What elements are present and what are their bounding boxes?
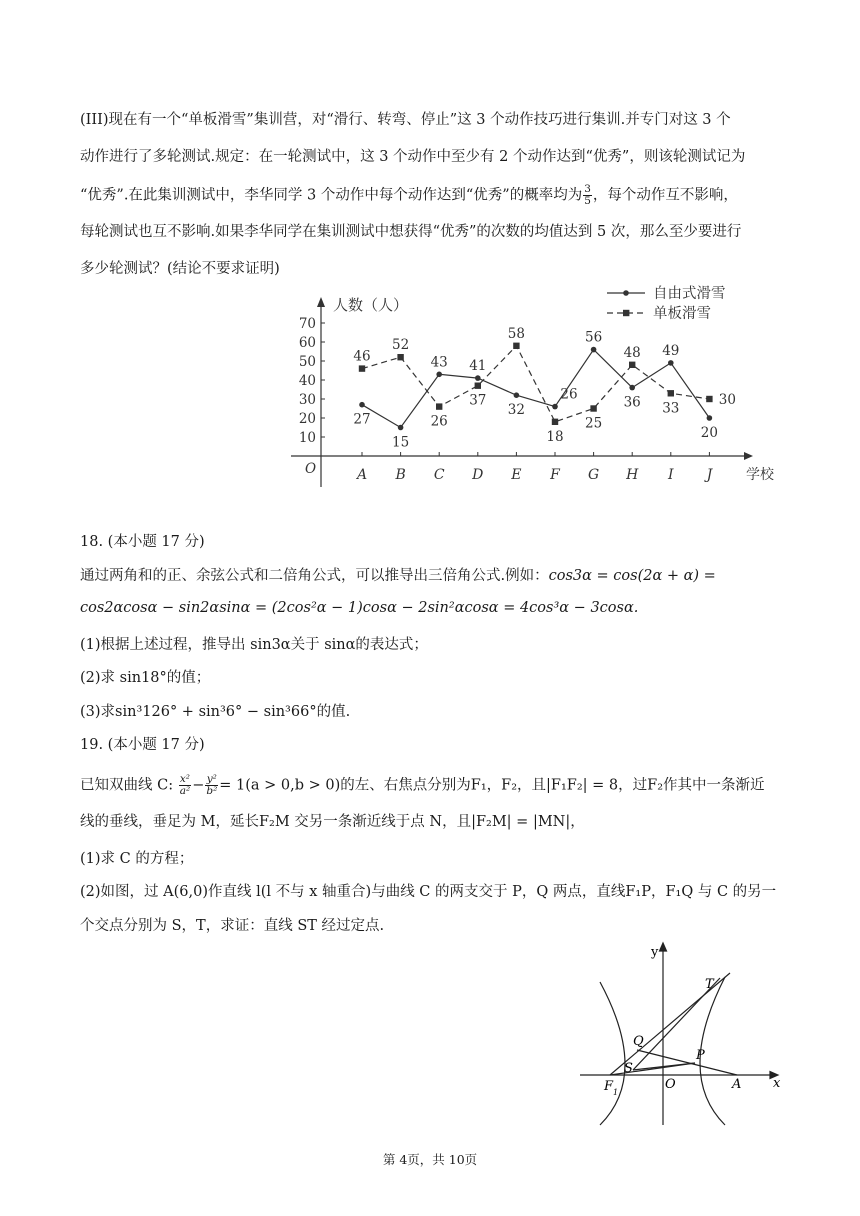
p18-q3: (3)求sin³126° + sin³6° − sin³66°的值. xyxy=(80,704,351,720)
snowboard-data-label: 58 xyxy=(507,325,525,342)
p17-line-1: (III)现在有一个“单板滑雪”集训营，对“滑行、转弯、停止”这 3 个动作技巧进行集训.并专门对这 3 个 xyxy=(80,112,731,128)
p19-intro-a: 已知双曲线 C: xyxy=(80,777,174,794)
snowboard-point xyxy=(475,383,481,389)
p18-formula-2: cos2αcosα − sin2αsinα = (2cos²α − 1)cosα − 2sin²αcosα = 4cos³α − 3cosα. xyxy=(80,600,639,616)
freestyle-data-label: 36 xyxy=(623,394,641,411)
x-tick-label: E xyxy=(511,467,522,483)
y-tick-label: 10 xyxy=(298,430,316,446)
label-F1-letter: F xyxy=(604,1079,614,1094)
x-tick-label: F xyxy=(550,467,560,483)
snowboard-point xyxy=(552,419,558,425)
snowboard-point xyxy=(629,362,635,368)
snowboard-point xyxy=(668,390,674,396)
x-tick-label: C xyxy=(433,467,445,483)
snowboard-data-label: 25 xyxy=(585,415,603,432)
snowboard-data-label: 37 xyxy=(469,392,487,409)
snowboard-point xyxy=(513,343,519,349)
snowboard-data-label: 30 xyxy=(718,392,736,408)
x-axis-arrow xyxy=(744,452,753,460)
line-Q-A xyxy=(637,1050,737,1075)
fraction-denominator: 5 xyxy=(584,195,591,207)
y2-text: y² xyxy=(206,773,217,785)
x-tick-label: A xyxy=(356,467,368,483)
freestyle-point xyxy=(514,392,520,398)
snowboard-point xyxy=(359,365,365,371)
x-tick-label: D xyxy=(472,467,484,483)
freestyle-point xyxy=(359,402,365,408)
x-tick-label: I xyxy=(668,467,674,483)
p18-header: 18. (本小题 17 分) xyxy=(80,534,205,550)
y-tick-label: 40 xyxy=(298,373,316,389)
x-tick-label: H xyxy=(626,467,639,483)
ski-line-chart xyxy=(285,282,785,492)
p19-line-2: 线的垂线，垂足为 M，延长F₂M 交另一条渐近线于点 N，且|F₂M| = |MN|， xyxy=(80,814,585,830)
freestyle-point xyxy=(552,404,558,410)
p17-line-3a: “优秀”.在此集训测试中，李华同学 3 个动作中每个动作达到“优秀”的概率均为 xyxy=(80,187,583,204)
p19-q2-line-1: (2)如图，过 A(6,0)作直线 l(l 不与 x 轴重合)与曲线 C 的两支交于 P，Q 两点，直线F₁P，F₁Q 与 C 的另一 xyxy=(80,884,777,900)
series-line-freestyle xyxy=(362,350,709,428)
label-A: A xyxy=(732,1077,742,1092)
freestyle-point xyxy=(475,375,481,381)
p17-line-3b: ，每个动作互不影响， xyxy=(592,187,738,204)
b2-text: b² xyxy=(206,785,218,797)
y-tick-label: 30 xyxy=(298,392,316,408)
freestyle-data-label: 49 xyxy=(662,342,680,359)
minus-sign: − xyxy=(192,777,205,794)
freestyle-point xyxy=(591,347,597,353)
p18-intro xyxy=(80,566,716,586)
snowboard-point xyxy=(436,403,442,409)
y2-over-b2 xyxy=(205,774,218,797)
p17-line-5: 多少轮测试？(结论不要求证明) xyxy=(80,261,280,277)
label-F1 xyxy=(603,1079,618,1097)
label-Q: Q xyxy=(633,1034,644,1049)
freestyle-point xyxy=(668,360,674,366)
label-x: x xyxy=(773,1076,781,1091)
p17-line-3 xyxy=(80,184,738,207)
snowboard-data-label: 18 xyxy=(546,428,564,445)
hyperbola-figure xyxy=(575,940,790,1130)
freestyle-data-label: 15 xyxy=(392,434,410,451)
legend-snowboard-marker xyxy=(623,310,629,316)
fraction-numerator: 3 xyxy=(584,183,591,195)
legend-freestyle-label: 自由式滑雪 xyxy=(653,286,726,302)
label-S: S xyxy=(624,1061,633,1076)
x-axis-label: 学校 xyxy=(746,467,774,483)
freestyle-point xyxy=(436,372,442,378)
freestyle-data-label: 41 xyxy=(469,358,487,375)
a2-text: a² xyxy=(179,785,191,797)
label-O: O xyxy=(665,1077,676,1092)
p19-q2-line-2: 个交点分别为 S，T，求证：直线 ST 经过定点. xyxy=(80,918,385,934)
y-axis-label: 人数（人） xyxy=(333,296,409,314)
y-axis-arrow xyxy=(660,943,667,951)
y-axis-arrow xyxy=(317,297,325,307)
x-tick-label: B xyxy=(395,467,406,483)
freestyle-data-label: 43 xyxy=(430,354,448,371)
y-tick-label: 20 xyxy=(298,411,316,427)
page-footer: 第 4页，共 10页 xyxy=(382,1152,478,1167)
snowboard-data-label: 52 xyxy=(392,337,410,354)
snowboard-point xyxy=(590,405,596,411)
y-tick-label: 70 xyxy=(298,316,316,332)
freestyle-data-label: 32 xyxy=(507,402,525,419)
freestyle-data-label: 20 xyxy=(700,425,718,441)
freestyle-data-label: 26 xyxy=(560,386,578,403)
freestyle-data-label: 27 xyxy=(353,411,371,428)
y-tick-label: 50 xyxy=(298,354,316,370)
y-tick-label: 60 xyxy=(298,335,316,351)
snowboard-point xyxy=(397,354,403,360)
x2-text: x² xyxy=(179,773,191,785)
x-tick-label: G xyxy=(588,467,600,483)
snowboard-data-label: 48 xyxy=(623,344,641,361)
legend-freestyle-marker xyxy=(623,290,629,296)
p17-line-4: 每轮测试也互不影响.如果李华同学在集训测试中想获得“优秀”的次数的均值达到 5 次，那么至少要进行 xyxy=(80,224,742,240)
freestyle-point xyxy=(707,415,713,421)
label-T: T xyxy=(705,977,714,992)
p19-header: 19. (本小题 17 分) xyxy=(80,737,205,753)
x2-over-a2 xyxy=(179,774,191,797)
label-F1-subscript: 1 xyxy=(613,1088,619,1097)
freestyle-data-label: 56 xyxy=(585,329,603,346)
p18-q2: (2)求 sin18°的值； xyxy=(80,670,211,686)
series-line-snowboard xyxy=(362,346,709,422)
origin-label: O xyxy=(305,461,317,477)
snowboard-data-label: 26 xyxy=(430,413,448,430)
p19-q1: (1)求 C 的方程； xyxy=(80,851,194,867)
freestyle-point xyxy=(629,385,635,391)
freestyle-point xyxy=(398,425,404,431)
line-S-P xyxy=(633,1063,695,1070)
snowboard-data-label: 46 xyxy=(353,348,371,365)
snowboard-data-label: 33 xyxy=(662,400,680,417)
hyperbola-left-branch xyxy=(600,982,625,1125)
probability-fraction xyxy=(583,184,592,207)
snowboard-point xyxy=(706,396,712,402)
label-y: y xyxy=(651,945,659,960)
legend-snowboard-label: 单板滑雪 xyxy=(653,306,711,322)
x-tick-label: J xyxy=(706,467,713,483)
p19-intro-b: = 1(a > 0,b > 0)的左、右焦点分别为F₁，F₂，且|F₁F₂| = 8，过F₂作其中一条渐近 xyxy=(219,777,765,794)
p18-intro-text: 通过两角和的正、余弦公式和二倍角公式，可以推导出三倍角公式.例如： xyxy=(80,568,549,584)
p17-line-2: 动作进行了多轮测试.规定：在一轮测试中，这 3 个动作中至少有 2 个动作达到“优秀”，则该轮测试记为 xyxy=(80,149,746,165)
label-P: P xyxy=(696,1048,705,1063)
p19-intro xyxy=(80,774,765,797)
p18-formula-1: cos3α = cos(2α + α) = xyxy=(548,568,716,584)
p18-q1: (1)根据上述过程，推导出 sin3α关于 sinα的表达式； xyxy=(80,637,428,653)
